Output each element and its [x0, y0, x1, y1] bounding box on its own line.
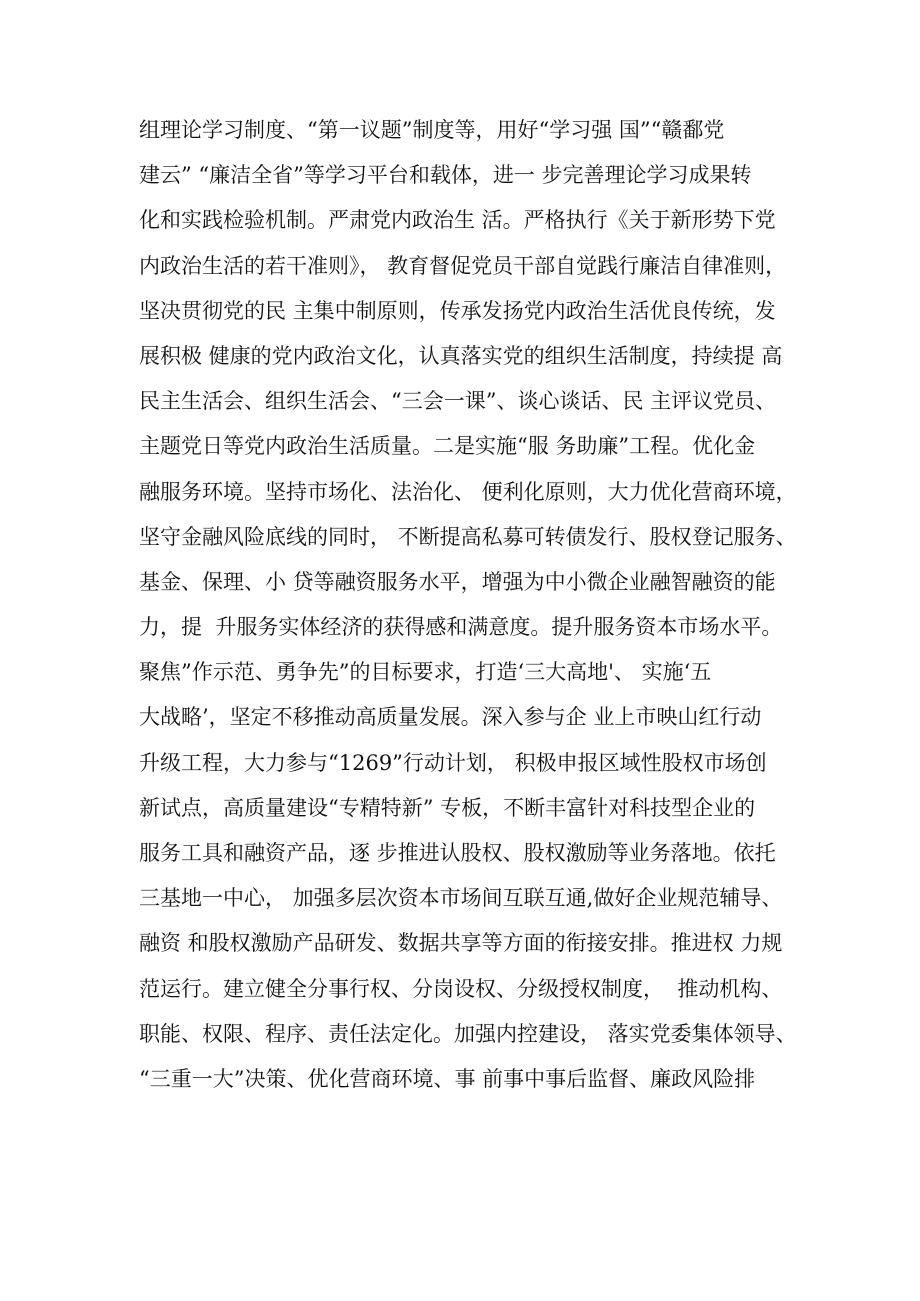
text-line: 范运行。建立健全分事行权、分岗设权、分级授权制度， 推动机构、 — [139, 976, 783, 1001]
text-line: 内政治生活的若干准则》， 教育督促党员干部自觉践行廉洁自律准则， — [139, 253, 787, 278]
text-line: 组理论学习制度、“第一议题”制度等，用好“学习强 国”“赣鄱党 — [139, 118, 725, 142]
body-text — [139, 108, 819, 1102]
text-line: 民主生活会、组织生活会、“三会一课”、谈心谈话、民 主评议党员、 — [139, 389, 777, 414]
text-line: 坚决贯彻党的民 主集中制原则，传承发扬党内政治生活优良传统，发 — [139, 298, 776, 323]
text-line: 建云” “廉洁全省”等学习平台和载体，进一 步完善理论学习成果转 — [139, 163, 752, 188]
text-line: 融服务环境。坚持市场化、法治化、 便利化原则，大力优化营商环境， — [139, 479, 797, 504]
text-line: 职能、权限、程序、责任法定化。加强内控建设， 落实党委集体领导、 — [139, 1021, 797, 1046]
text-line: 展积极 健康的党内政治文化，认真落实党的组织生活制度，持续提 高 — [139, 343, 783, 368]
text-line: 服务工具和融资产品，逐 步推进认股权、股权激励等业务落地。依托 — [139, 841, 776, 865]
text-line: 坚守金融风险底线的同时， 不断提高私募可转债发行、股权登记服务、 — [139, 524, 797, 549]
text-line: 基金、保理、小 贷等融资服务水平，增强为中小微企业融智融资的能 — [139, 569, 776, 594]
text-line: 升级工程，大力参与“1269”行动计划， 积极申报区域性股权市场创 — [139, 750, 767, 775]
text-line: 大战略’，坚定不移推动高质量发展。深入参与企 业上市映山红行动 — [139, 705, 762, 730]
text-line: 新试点，高质量建设“专精特新” 专板，不断丰富针对科技型企业的 — [139, 795, 756, 820]
text-line: 三基地一中心， 加强多层次资本市场间互联互通,做好企业规范辅导、 — [139, 886, 783, 911]
text-line: 融资 和股权激励产品研发、数据共享等方面的衔接安排。推进权 力规 — [139, 931, 783, 956]
text-line: 主题党日等党内政治生活质量。二是实施“服 务助廉”工程。优化金 — [139, 434, 756, 459]
text-line: “三重一大”决策、优化营商环境、事 前事中事后监督、廉政风险排 — [139, 1066, 756, 1091]
text-line: 聚焦”作示范、勇争先”的目标要求，打造‘三大高地'、 实施‘五 — [139, 660, 712, 685]
text-line: 化和实践检验机制。严肃党内政治生 活。严格执行《关于新形势下党 — [139, 208, 776, 233]
text-line: 力，提 升服务实体经济的获得感和满意度。提升服务资本市场水平。 — [139, 615, 783, 640]
